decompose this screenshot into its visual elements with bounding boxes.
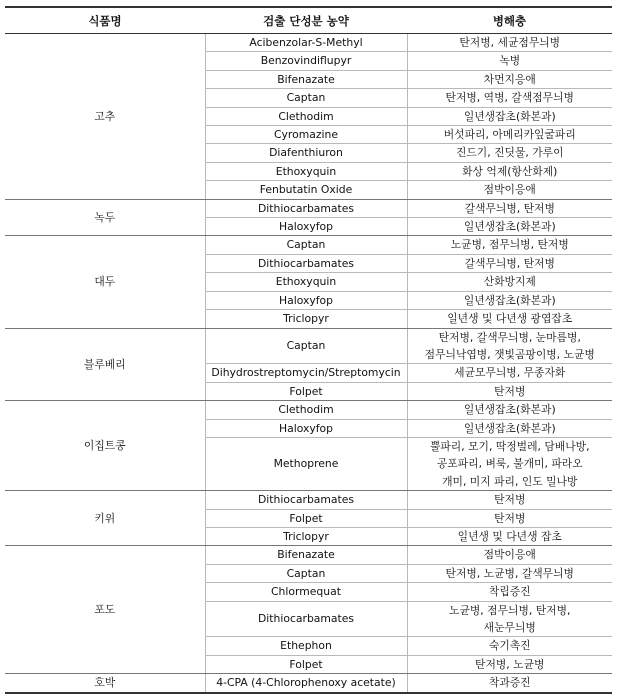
disease-cell (407, 199, 612, 217)
table-row (5, 328, 612, 364)
disease-cell (407, 546, 612, 564)
disease-line: 노균병, 점무늬병, 탄저병, (449, 603, 571, 617)
disease-line: 탄저병, 세균점무늬병 (459, 36, 561, 49)
table-row (5, 546, 612, 564)
table-row (5, 401, 612, 419)
disease-cell (407, 364, 612, 382)
disease-line: 착과증진 (488, 676, 531, 690)
food-name-cell: 블루베리 (5, 328, 205, 401)
disease-line: 뿔파리, 모기, 딱정벌레, 담배나방, (429, 439, 590, 453)
disease-cell (407, 218, 612, 236)
disease-line: 착립증진 (488, 585, 531, 599)
pesticide-cell: Clethodim (205, 401, 407, 419)
pesticide-cell: Haloxyfop (205, 419, 407, 437)
disease-cell (407, 144, 612, 162)
table-row (5, 199, 612, 217)
disease-cell (407, 310, 612, 328)
pesticide-cell: Acibenzolar-S-Methyl (205, 34, 407, 52)
disease-cell (407, 34, 612, 52)
pesticide-cell: Clethodim (205, 107, 407, 125)
pesticide-cell: Benzovindiflupyr (205, 52, 407, 70)
disease-cell (407, 583, 612, 601)
disease-cell (407, 527, 612, 545)
disease-cell (407, 401, 612, 419)
disease-line: 일년생잡초(화본과) (463, 109, 556, 123)
header-pesticide: 검출 단성분 농약 (205, 7, 407, 34)
pesticide-cell: Dihydrostreptomycin/Streptomycin (205, 364, 407, 382)
pesticide-cell: Captan (205, 328, 407, 364)
disease-line: 일년생잡초(화본과) (463, 220, 556, 234)
header-disease: 병해충 (407, 7, 612, 34)
disease-cell (407, 637, 612, 655)
disease-line: 일년생 및 다년생 잡초 (457, 529, 562, 543)
disease-cell (407, 382, 612, 400)
disease-cell (407, 491, 612, 509)
disease-line: 화상 억제(항산화제) (462, 164, 558, 178)
disease-cell (407, 89, 612, 107)
food-name-cell: 이집트콩 (5, 401, 205, 491)
disease-line: 일년생잡초(화본과) (463, 293, 556, 307)
disease-line: 탄저병, 갈색무늬병, 눈마름병, (438, 330, 581, 344)
disease-cell (407, 419, 612, 437)
pesticide-cell: Ethoxyquin (205, 273, 407, 291)
disease-cell (407, 655, 612, 673)
disease-cell (407, 273, 612, 291)
pesticide-cell: Bifenazate (205, 70, 407, 88)
disease-line: 녹병 (499, 54, 521, 68)
pesticide-cell: Folpet (205, 655, 407, 673)
table-row (5, 674, 612, 693)
pesticide-cell: Diafenthiuron (205, 144, 407, 162)
disease-cell (407, 52, 612, 70)
pesticide-cell: Haloxyfop (205, 291, 407, 309)
disease-line: 차먼지응애 (483, 72, 536, 86)
disease-line: 버섯파리, 아메리카잎굴파리 (443, 128, 576, 142)
pesticide-cell: Chlormequat (205, 583, 407, 601)
pesticide-cell: Dithiocarbamates (205, 254, 407, 272)
food-name-cell: 키위 (5, 491, 205, 546)
pesticide-cell: Captan (205, 89, 407, 107)
table-row (5, 236, 612, 254)
disease-cell (407, 674, 612, 693)
pesticide-cell: Cyromazine (205, 126, 407, 144)
disease-line: 점무늬낙엽병, 잿빛곰팡이병, 노균병 (424, 347, 595, 361)
pesticide-cell: Triclopyr (205, 310, 407, 328)
pesticide-table (5, 6, 612, 694)
pesticide-cell: Dithiocarbamates (205, 491, 407, 509)
disease-line: 갈색무늬병, 탄저병 (464, 256, 555, 270)
disease-line: 일년생잡초(화본과) (463, 403, 556, 417)
pesticide-cell: Methoprene (205, 437, 407, 490)
disease-cell (407, 509, 612, 527)
food-name-cell: 고추 (5, 34, 205, 200)
pesticide-cell: 4-CPA (4-Chlorophenoxy acetate) (205, 674, 407, 693)
table-body (5, 34, 612, 693)
pesticide-cell: Bifenazate (205, 546, 407, 564)
disease-cell (407, 437, 612, 490)
table-row (5, 491, 612, 509)
disease-line: 점박이응애 (483, 548, 536, 562)
disease-cell (407, 254, 612, 272)
disease-cell (407, 107, 612, 125)
header-food: 식품명 (5, 7, 205, 34)
disease-line: 개미, 미지 파리, 인도 밀나방 (442, 474, 578, 488)
disease-cell (407, 291, 612, 309)
disease-line: 산화방지제 (483, 275, 536, 289)
disease-line: 일년생잡초(화본과) (463, 421, 556, 435)
pesticide-cell: Captan (205, 564, 407, 582)
disease-line: 점박이응애 (483, 183, 536, 197)
pesticide-cell: Folpet (205, 382, 407, 400)
disease-cell (407, 162, 612, 180)
disease-cell (407, 564, 612, 582)
disease-line: 숙기촉진 (488, 639, 531, 653)
header-row (5, 7, 612, 34)
disease-line: 공포파리, 벼룩, 불개미, 파라오 (436, 457, 583, 471)
disease-cell (407, 70, 612, 88)
pesticide-cell: Dithiocarbamates (205, 601, 407, 637)
disease-cell (407, 601, 612, 637)
disease-line: 일년생 및 다년생 광엽잡초 (447, 312, 573, 326)
pesticide-cell: Ethoxyquin (205, 162, 407, 180)
disease-line: 탄저병 (494, 511, 526, 525)
pesticide-cell: Triclopyr (205, 527, 407, 545)
pesticide-cell: Fenbutatin Oxide (205, 181, 407, 199)
food-name-cell: 녹두 (5, 199, 205, 236)
pesticide-cell: Folpet (205, 509, 407, 527)
disease-line: 탄저병 (494, 384, 526, 398)
disease-line: 탄저병, 노균병 (475, 657, 545, 671)
disease-line: 갈색무늬병, 탄저병 (464, 201, 555, 215)
disease-line: 탄저병, 노균병, 갈색무늬병 (445, 566, 574, 580)
pesticide-cell: Dithiocarbamates (205, 199, 407, 217)
pesticide-cell: Ethephon (205, 637, 407, 655)
disease-cell (407, 181, 612, 199)
disease-line: 탄저병 (494, 493, 526, 507)
disease-cell (407, 328, 612, 364)
disease-line: 탄저병, 역병, 갈색점무늬병 (445, 91, 574, 105)
disease-cell (407, 126, 612, 144)
table-row (5, 34, 612, 52)
food-name-cell: 포도 (5, 546, 205, 674)
pesticide-cell: Captan (205, 236, 407, 254)
disease-line: 새눈무늬병 (483, 621, 536, 634)
disease-line: 진드기, 진딧물, 가루이 (455, 146, 564, 160)
disease-line: 세균모무늬병, 무종자화 (454, 366, 566, 380)
pesticide-cell: Haloxyfop (205, 218, 407, 236)
disease-line: 노균병, 점무늬병, 탄저병 (450, 238, 569, 252)
food-name-cell: 호박 (5, 674, 205, 693)
disease-cell (407, 236, 612, 254)
food-name-cell: 대두 (5, 236, 205, 328)
